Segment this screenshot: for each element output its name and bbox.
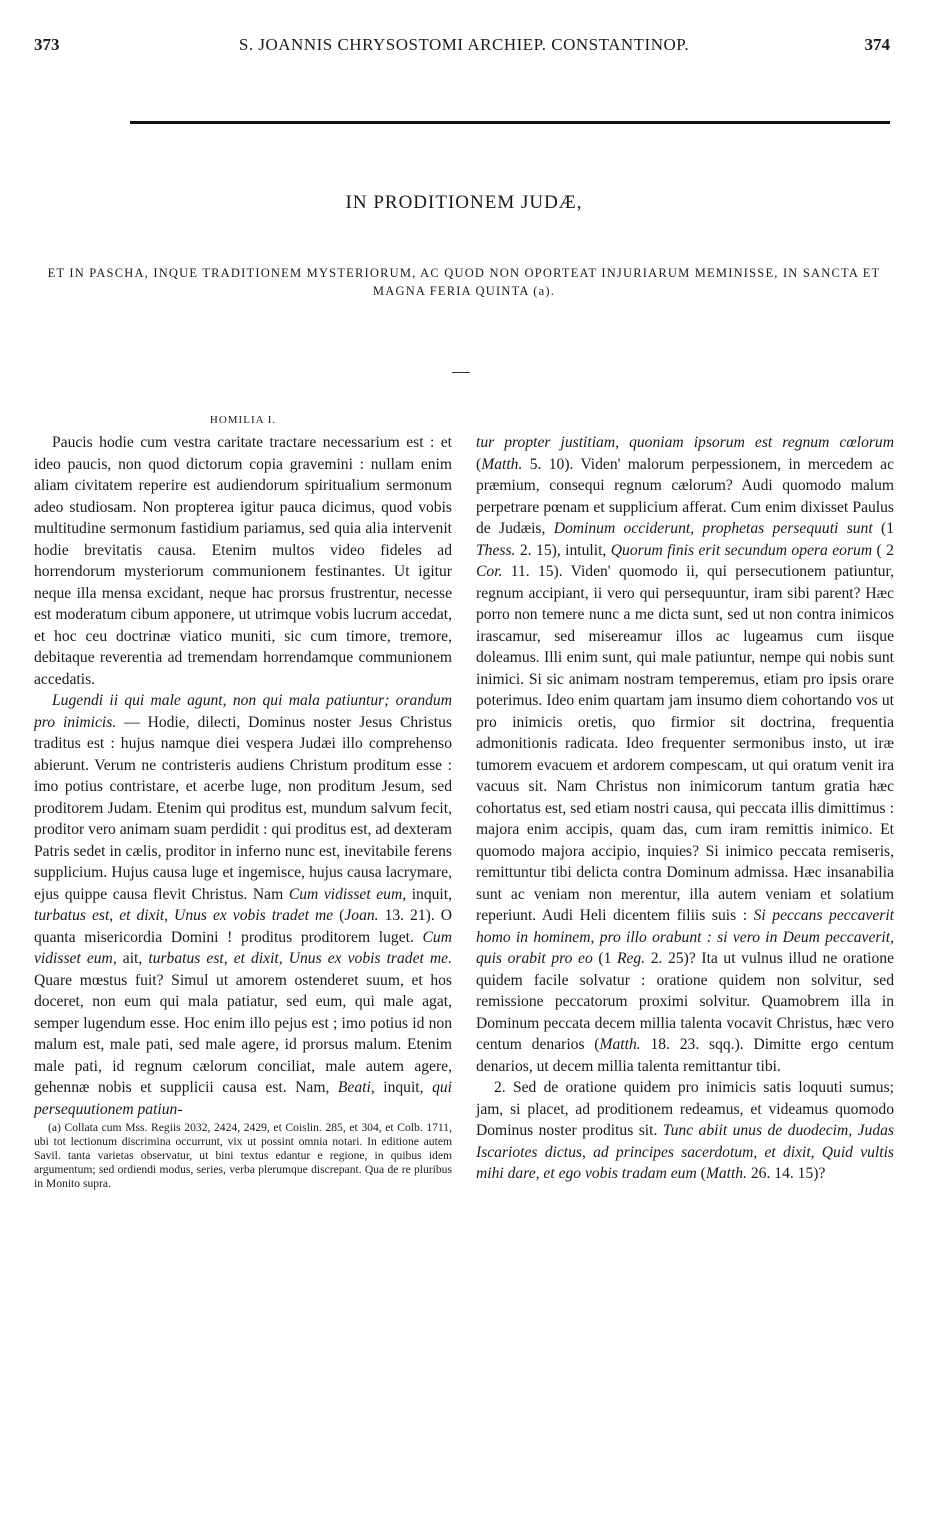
section-heading: Lugendi ii qui male agunt, non qui mala patiuntur; orandum pro inimicis. bbox=[34, 692, 452, 731]
quote: Cum vidisset eum bbox=[288, 885, 403, 903]
paragraph-3 bbox=[476, 432, 894, 1077]
running-title: S. JOANNIS CHRYSOSTOMI ARCHIEP. CONSTANTINOP. bbox=[238, 35, 690, 54]
text-run: ( 2 bbox=[872, 541, 894, 559]
text-run: , inquit, bbox=[370, 1079, 433, 1096]
paragraph-1: Paucis hodie cum vestra caritate tractare necessarium est : et ideo paucis, non quod dictorum copia gravemini : nullam enim aliam civitatem reperire est audiendorum spiritualium sermonum adeo studiosam. Non propterea igitur pauca dicimus, quod vobis multitudine sermonum fastidium pariamus, sed quia alia intervenit hodie brevitatis causa. Etenim multos video fideles ad horrendorum mysteriorum communionem festinantes. Ut igitur neque illa mensa excidant, neque hac prorsus frustrentur, necesse est moderatum cibum apponere, ut utrimque vobis lucrum accedat, et hoc ceu doctrinæ viatico muniti, sic cum timore, tremore, debitaque reverentia ad tremendam horrendamque communionem accedatis. bbox=[34, 434, 452, 688]
quote: qui persequutionem patiun- bbox=[34, 1079, 452, 1118]
citation: Matth. bbox=[599, 1036, 641, 1053]
quote: Dominum occiderunt, prophetas persequuti sunt bbox=[553, 520, 873, 537]
paragraph-2 bbox=[34, 690, 452, 1120]
text-run: , ait, bbox=[112, 950, 149, 967]
quote: Cum vidisset eum bbox=[34, 928, 452, 967]
footnote: (a) Collata cum Mss. Regiis 2032, 2424, 2429, et Coislin. 285, et 304, et Colb. 1711, ubi tot lectionum discrimina occurrunt, vix ut possint omnia notari. In editione autem Savil. tanta varietas observatur, ut bini textus edantur e regione, in quibus idem argumentum; sed ordiendi modus, series, verba plerumque discrepant. Qua de re pluribus in Monito supra. bbox=[34, 1121, 452, 1190]
text-run: 5. 10). Viden' malorum perpessionem, in mercedem ac præmium, consequi regnum cælorum? Audi quomodo malum perpetrare pœnam et supplicium afferat. Cum enim dixisset Paulus de Judæis, bbox=[476, 455, 894, 537]
text-run: 26. 14. 15)? bbox=[746, 1165, 826, 1182]
text-run: 2. 15), intulit, bbox=[515, 541, 611, 559]
text-run: Quare mœstus fuit? Simul ut amorem ostenderet suum, et hos doceret, non eum qui mala patiatur, sed eum, qui male agat, semper lugendum esse. Hoc enim illo pejus est ; imo potius id non malum est, male pati, sed male agere, id prorsus malum. Etenim male pati, id regnum cælorum conciliat, male autem agere, gehennæ nobis et supplicii causa est. Nam, bbox=[34, 971, 452, 1096]
text-run: (1 bbox=[872, 520, 894, 537]
text-run: ( bbox=[696, 1165, 706, 1182]
homily-label: HOMILIA I. bbox=[209, 414, 277, 426]
citation: Matth. bbox=[705, 1165, 747, 1182]
citation: Reg. bbox=[616, 950, 646, 967]
homily-subtitle: ET IN PASCHA, INQUE TRADITIONEM MYSTERIORUM, AC QUOD NON OPORTEAT INJURIARUM MEMINISSE, IN SANCTA ET MAGNA FERIA QUINTA (a). bbox=[47, 266, 881, 298]
quote: Si peccans peccaverit homo in hominem, pro illo orabunt : si vero in Deum peccaverit, quis orabit pro eo bbox=[476, 907, 894, 967]
citation: Joan. bbox=[344, 907, 379, 924]
text-run: 2. Sed de oratione quidem pro inimicis satis loquuti sumus; jam, si placet, ad proditionem redeamus, et videamus quomodo Dominus noster proditus sit. bbox=[476, 1079, 894, 1139]
text-run: , inquit, bbox=[402, 885, 452, 903]
text-run: (1 bbox=[592, 950, 617, 967]
citation: Thess. bbox=[476, 541, 516, 559]
quote: Beati bbox=[337, 1079, 371, 1096]
right-column bbox=[476, 432, 894, 1185]
quote: Quorum finis erit secundum opera eorum bbox=[610, 541, 873, 559]
homily-title: IN PRODITIONEM JUDÆ, bbox=[345, 192, 583, 213]
text-run: 11. 15). Viden' quomodo ii, qui persecutionem patiuntur, regnum accipiant, ii vero qui persequuntur, iram sibi parent? Hæc porro non temere nunc a me dicta sunt, sed ut non contra inimicos irascamur, sed misereamur illos ac lugeamus cum iisque doleamus. Illi enim sunt, qui male patiuntur, nempe qui nobis sunt inimici. Si sic animam nostram temperemus, etiam pro ipsis orare poterimus. Ideo enim quartam jam insumo diem cohortando vos ut pro inimicis oretis, quo firmior sit doctrina, frequentia admonitionis radicata. Ideo frequenter sermonibus insto, ut iræ tumorem evacuem et ardorem compescam, ut qui oratum venit ira vacuus sit. Nam Christus non inimicorum tantum gratia hæc cohortatus est, sed etiam nostri causa, qui peccata illis dimittimus : majora enim accipis, quam das, cum iram remittis inimico. Et quomodo majora accipio, inquies? Si inimico peccata remiseris, remittuntur tibi delicta contra Dominum admissa. Hæc insanabilia sunt ac veniam non merentur, illa autem veniam et solatium reperiunt. Audi Heli dicentem filiis suis : bbox=[476, 563, 894, 924]
text-run: ( bbox=[476, 455, 482, 473]
quote: tur propter justitiam, quoniam ipsorum est regnum cœlorum bbox=[476, 434, 894, 451]
page-number-right: 374 bbox=[864, 35, 890, 54]
text-run: — Hodie, dilecti, Dominus noster Jesus Christus traditus est : hujus namque diei vespera Judæi illo comprehenso abierunt. Verum ne contristeris audiens Christum proditum esse : imo potius contristare, et acerbe luge, non proditum Jesum, sed proditorem Judam. Etenim qui proditus est, mundum salvum fecit, proditor vero animam suam perdidit : qui proditus est, ad dexteram Patris sedet in cælis, proditor in inferno nunc est, inevitabile ferens supplicium. Hujus causa luge et ingemisce, hujus causa lacrymare, ejus quippe causa flevit Christus. Nam bbox=[34, 713, 452, 903]
text-run: 2. 25)? Ita ut vulnus illud ne oratione quidem facile solvatur : oratione quidem non solvitur, sed remissione peccatorum proximi solvitur. Quamobrem illa in Dominum peccata decem millia talenta vocavit Christus, hæc vero centum denarios ( bbox=[476, 950, 894, 1053]
section-divider bbox=[452, 372, 470, 373]
text-run: 13. 21). O quanta misericordia Domini ! proditus proditorem luget. bbox=[34, 907, 453, 946]
quote: Tunc abiit unus de duodecim, Judas Iscariotes dictus, ad principes sacerdotum, et dixit, Quid vultis mihi dare, et ego vobis tradam eum bbox=[476, 1122, 894, 1182]
citation: Cor. bbox=[476, 563, 503, 580]
quote: turbatus est, et dixit, Unus ex vobis tradet me. bbox=[148, 950, 452, 967]
left-column bbox=[34, 412, 452, 1191]
quote: turbatus est, et dixit, Unus ex vobis tradet me bbox=[34, 907, 334, 924]
paragraph-4 bbox=[476, 1077, 894, 1185]
text-run: 18. 23. sqq.). Dimitte ergo centum denarios, ut decem millia talenta remittantur tibi. bbox=[476, 1036, 894, 1075]
page-number-left: 373 bbox=[34, 35, 60, 54]
citation: Matth. bbox=[481, 455, 523, 473]
text-run: ( bbox=[333, 907, 345, 924]
header-rule bbox=[130, 121, 890, 124]
